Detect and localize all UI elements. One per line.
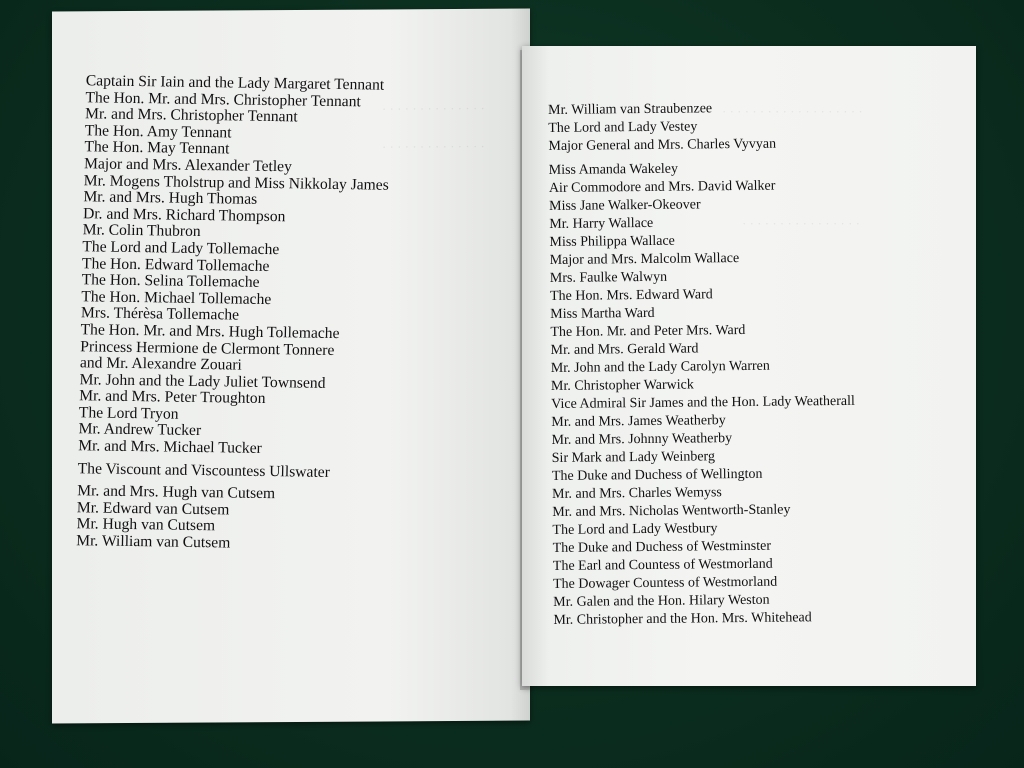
guest-entry: The Hon. Selina Tollemache [81, 271, 260, 291]
guest-entry: Miss Amanda Wakeley [548, 161, 679, 178]
guest-entry: Miss Martha Ward [550, 305, 655, 322]
guest-entry: Mr. Edward van Cutsem [76, 499, 230, 519]
guest-entry: The Earl and Countess of Westmorland [552, 556, 773, 574]
guest-entry: The Hon. Mrs. Edward Ward [549, 287, 713, 304]
show-through-text: · · · · · · · · · · · · · · [382, 100, 485, 117]
guest-entry: The Hon. Amy Tennant [84, 122, 232, 142]
guest-entry: The Viscount and Viscountess Ullswater [77, 459, 331, 481]
guest-entry: Mr. John and the Lady Juliet Townsend [79, 370, 326, 392]
guest-entry: Mr. Harry Wallace [549, 215, 654, 232]
guest-entry: Mr. John and the Lady Carolyn Warren [550, 358, 770, 376]
guest-entry: Mr. and Mrs. Nicholas Wentworth-Stanley [552, 502, 791, 520]
guest-entry: Mr. Christopher Warwick [550, 377, 694, 394]
guest-entry: Major and Mrs. Malcolm Wallace [549, 251, 740, 268]
guest-entry: Mr. and Mrs. Gerald Ward [550, 341, 699, 358]
guest-entry: Miss Philippa Wallace [549, 233, 675, 250]
guest-list-left [76, 73, 391, 554]
guest-entry: Mr. and Mrs. James Weatherby [551, 413, 726, 430]
guest-entry: Vice Admiral Sir James and the Hon. Lady Weatherall [551, 393, 855, 412]
guest-entry: Mr. and Mrs. Charles Wemyss [552, 485, 722, 502]
guest-entry: The Hon. Mr. and Mrs. Christopher Tennant [85, 88, 361, 110]
guest-entry: The Lord and Lady Westbury [552, 521, 718, 538]
guest-entry: Major and Mrs. Alexander Tetley [83, 155, 293, 176]
guest-entry: Major General and Mrs. Charles Vyvyan [548, 136, 777, 154]
guest-entry: The Hon. Michael Tollemache [81, 287, 272, 308]
guest-entry: The Lord and Lady Tollemache [82, 238, 280, 259]
guest-entry: Mrs. Thérèsa Tollemache [80, 304, 240, 324]
right-page [522, 46, 976, 686]
guest-entry: Sir Mark and Lady Weinberg [551, 449, 716, 466]
show-through-text: · · · · · · · · · · · · · · · · · · · [722, 104, 863, 119]
guest-entry: The Hon. Mr. and Mrs. Hugh Tollemache [80, 321, 340, 342]
guest-entry: Captain Sir Iain and the Lady Margaret Tennant [85, 72, 385, 94]
guest-entry: Mr. Hugh van Cutsem [76, 515, 216, 535]
left-page [52, 9, 530, 724]
guest-entry: The Hon. Edward Tollemache [81, 254, 270, 275]
show-through-text: · · · · · · · · · · · · · · · · [742, 216, 861, 231]
guest-entry: Mr. Galen and the Hon. Hilary Weston [553, 592, 770, 610]
guest-entry: Mr. Colin Thubron [82, 221, 201, 241]
guest-entry: Mr. and Mrs. Michael Tucker [78, 437, 262, 458]
guest-entry: Mr. and Mrs. Hugh Thomas [83, 188, 258, 208]
guest-entry: The Duke and Duchess of Westminster [552, 538, 772, 556]
guest-entry: The Duke and Duchess of Wellington [551, 466, 763, 484]
guest-entry: The Lord and Lady Vestey [548, 119, 698, 136]
guest-entry: Air Commodore and Mrs. David Walker [548, 178, 776, 196]
guest-entry: Dr. and Mrs. Richard Thompson [82, 204, 286, 225]
guest-list-right [548, 99, 857, 630]
guest-entry: Princess Hermione de Clermont Tonnere [80, 337, 335, 359]
guest-entry: Mr. and Mrs. Hugh van Cutsem [77, 482, 276, 503]
guest-entry: Mr. and Mrs. Christopher Tennant [84, 105, 298, 126]
guest-entry: The Lord Tryon [78, 404, 179, 423]
guest-entry: Mrs. Faulke Walwyn [549, 269, 668, 286]
guest-entry: The Hon. May Tennant [84, 138, 230, 158]
guest-entry: Mr. William van Straubenzee [548, 101, 713, 118]
guest-entry: Miss Jane Walker-Okeover [549, 197, 701, 214]
guest-entry: and Mr. Alexandre Zouari [79, 354, 243, 374]
guest-entry: Mr. and Mrs. Peter Troughton [79, 387, 266, 408]
guest-entry: Mr. Christopher and the Hon. Mrs. Whitehead [553, 610, 812, 628]
guest-entry: Mr. Mogens Tholstrup and Miss Nikkolay James [83, 171, 389, 194]
guest-entry: Mr. and Mrs. Johnny Weatherby [551, 431, 733, 448]
guest-entry: Mr. Andrew Tucker [78, 420, 202, 440]
guest-entry: The Dowager Countess of Westmorland [552, 574, 778, 592]
show-through-text: · · · · · · · · · · · · · · [382, 138, 485, 155]
guest-entry: The Hon. Mr. and Peter Mrs. Ward [550, 322, 746, 340]
guest-entry: Mr. William van Cutsem [76, 532, 231, 552]
